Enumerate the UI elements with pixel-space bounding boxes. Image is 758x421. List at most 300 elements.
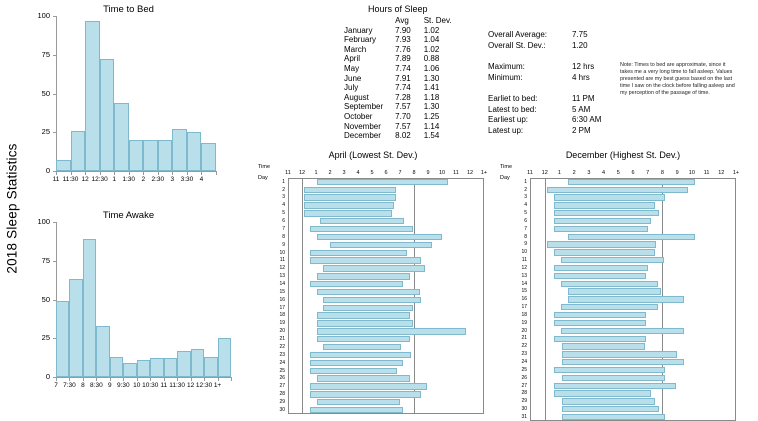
sleep-bar <box>317 320 414 326</box>
day-label: 29 <box>279 399 285 405</box>
day-label: 25 <box>521 366 527 373</box>
y-tick-label: 75 <box>41 49 50 59</box>
histogram-bar <box>123 363 136 377</box>
histogram-bar <box>143 140 158 171</box>
sleep-bar <box>323 344 401 350</box>
sleep-bar <box>317 179 449 185</box>
day-label: 24 <box>279 359 285 366</box>
sleep-bar <box>310 226 412 232</box>
x-tick-mark <box>56 172 57 175</box>
x-tick-label: 2 <box>328 170 332 176</box>
sleep-bar <box>547 241 656 247</box>
chart-title: Time to Bed <box>103 4 154 15</box>
x-tick-label: 8 <box>81 382 85 389</box>
day-axis-label: Day <box>258 175 268 181</box>
histogram-bar <box>129 140 144 171</box>
table-cell: 1.25 <box>423 111 440 121</box>
day-label: 5 <box>282 210 285 217</box>
x-tick-label: 5 <box>370 170 374 176</box>
x-tick-label: 1 <box>112 176 116 183</box>
sleep-bar <box>561 281 658 287</box>
x-tick-label: 11 <box>52 176 60 183</box>
x-tick-label: 6 <box>384 170 388 176</box>
histogram-bar <box>191 349 204 377</box>
table-cell: 8.02 <box>395 131 411 141</box>
y-tick-label: 25 <box>41 333 50 343</box>
sleep-bar <box>317 399 400 405</box>
day-label: 17 <box>279 304 285 311</box>
histogram-bar <box>69 279 82 377</box>
x-tick-label: 12 <box>298 170 306 176</box>
table-column-header: Avg <box>395 16 409 25</box>
x-tick-mark <box>172 172 173 175</box>
day-label: 3 <box>282 194 285 201</box>
x-tick-label: 6 <box>631 170 635 176</box>
table-row <box>344 112 465 122</box>
sleep-bar <box>310 368 397 374</box>
chart-title: December (Highest St. Dev.) <box>565 150 681 160</box>
day-label: 28 <box>279 391 285 398</box>
table-row <box>344 45 465 55</box>
sleep-bar <box>304 187 396 193</box>
sleep-bar <box>554 336 647 342</box>
grid-line <box>545 178 546 421</box>
day-label: 2 <box>524 186 527 193</box>
table-cell: 1.14 <box>423 121 440 131</box>
sleep-bar <box>554 226 648 232</box>
latest-bed-label: Latest to bed: <box>488 104 537 114</box>
day-label: 21 <box>279 336 285 343</box>
x-tick-label: 1 <box>314 170 318 176</box>
table-row <box>344 131 465 141</box>
sleep-bar <box>562 406 659 412</box>
sleep-bar <box>568 296 684 302</box>
x-tick-label: 10 <box>688 170 695 176</box>
x-tick-label: 12:30 <box>195 382 213 389</box>
day-label: 8 <box>524 233 527 240</box>
x-tick-label: 5 <box>616 170 620 176</box>
day-label: 16 <box>279 296 285 303</box>
table-cell: 7.91 <box>395 73 411 83</box>
x-tick-mark <box>164 378 165 381</box>
y-tick-label: 50 <box>41 88 50 98</box>
table-cell: 7.57 <box>395 102 411 112</box>
hours-of-sleep-title: Hours of Sleep <box>368 4 428 14</box>
table-cell: 1.02 <box>423 44 440 54</box>
overall-stdev-value: 1.20 <box>572 40 588 50</box>
histogram-bar <box>172 129 187 171</box>
y-tick-mark <box>53 261 56 262</box>
x-tick-label: 9:30 <box>116 382 130 389</box>
sleep-bar <box>562 398 655 404</box>
x-tick-label: 1+ <box>732 170 740 176</box>
day-label: 31 <box>521 413 527 420</box>
y-tick-label: 100 <box>37 217 50 226</box>
day-label: 14 <box>521 280 527 287</box>
x-tick-label: 8 <box>412 170 416 176</box>
day-label: 27 <box>279 383 285 390</box>
x-tick-mark <box>218 378 219 381</box>
x-tick-mark <box>85 172 86 175</box>
table-row <box>344 74 465 84</box>
table-cell: 1.41 <box>423 83 440 93</box>
x-tick-mark <box>69 378 70 381</box>
sleep-bar <box>554 367 666 373</box>
x-tick-mark <box>100 172 101 175</box>
histogram-bar <box>150 358 163 377</box>
day-label: 13 <box>521 272 527 279</box>
x-tick-mark <box>56 378 57 381</box>
table-cell: 7.93 <box>395 35 411 45</box>
maximum-value: 12 hrs <box>572 62 595 71</box>
sleep-bar <box>562 375 665 381</box>
histogram-bar <box>218 338 231 377</box>
histogram-bar <box>158 140 173 171</box>
x-tick-mark <box>129 172 130 175</box>
histogram-bar <box>56 160 71 171</box>
sleep-bar <box>554 210 660 216</box>
x-tick-label: 1+ <box>213 382 222 389</box>
day-label: 8 <box>282 233 285 240</box>
day-label: 13 <box>279 273 285 280</box>
sleep-bar <box>554 249 656 255</box>
sleep-bar <box>310 391 421 397</box>
sleep-bar <box>330 242 432 248</box>
sleep-bar <box>317 336 411 342</box>
earliest-bed-label: Earliet to bed: <box>488 94 538 103</box>
x-tick-label: 1+ <box>480 170 488 176</box>
latest-up-label: Latest up: <box>488 125 524 135</box>
table-cell: April <box>344 54 361 64</box>
day-label: 22 <box>521 343 527 350</box>
table-cell: March <box>344 44 367 54</box>
y-tick-label: 50 <box>41 294 50 304</box>
x-tick-label: 3:30 <box>180 176 194 183</box>
histogram-bar <box>187 132 202 171</box>
minmax-stats <box>488 62 594 83</box>
table-column-header <box>344 16 395 26</box>
minimum-value: 4 hrs <box>572 72 590 82</box>
table-row <box>344 122 465 132</box>
table-cell: 1.54 <box>423 131 440 141</box>
table-cell: 7.89 <box>395 54 411 64</box>
sleep-bar <box>317 328 467 334</box>
x-tick-label: 2 <box>141 176 146 183</box>
y-tick-label: 0 <box>45 166 50 175</box>
x-tick-label: 9 <box>426 170 430 176</box>
sleep-bar <box>554 202 656 208</box>
table-row <box>344 102 465 112</box>
table-column-header: St. Dev. <box>423 16 452 25</box>
histogram-bar <box>85 21 100 171</box>
x-tick-label: 11 <box>703 170 710 176</box>
x-tick-label: 2:30 <box>151 176 165 183</box>
x-tick-mark <box>137 378 138 381</box>
chart-december-gantt <box>500 150 746 420</box>
histogram-bar <box>164 358 177 377</box>
day-label: 20 <box>521 327 527 334</box>
sleep-bar <box>568 288 661 294</box>
histogram-bar <box>114 103 129 171</box>
y-axis <box>56 16 57 171</box>
x-tick-label: 9 <box>108 382 112 389</box>
day-label: 11 <box>279 257 285 264</box>
table-cell: 1.06 <box>423 63 440 73</box>
day-label: 14 <box>279 281 285 287</box>
day-label: 15 <box>279 288 285 295</box>
x-tick-mark <box>216 172 217 175</box>
grid-line <box>302 178 303 414</box>
sleep-bar <box>554 320 647 326</box>
y-tick-mark <box>53 132 56 133</box>
x-tick-mark <box>83 378 84 381</box>
x-tick-label: 12 <box>466 170 474 176</box>
day-label: 30 <box>279 406 285 413</box>
histogram-bar <box>110 357 123 377</box>
day-label: 6 <box>524 217 527 224</box>
day-label: 29 <box>521 398 527 405</box>
table-cell: 7.57 <box>395 121 411 131</box>
day-label: 16 <box>521 296 527 303</box>
overall-stats <box>488 30 588 51</box>
x-tick-label: 10 <box>133 382 141 389</box>
sleep-bar <box>317 234 442 240</box>
histogram-bar <box>96 326 109 377</box>
day-label: 1 <box>524 178 527 185</box>
x-tick-label: 7 <box>54 382 58 389</box>
x-tick-label: 10:30 <box>142 382 159 389</box>
table-cell: 7.74 <box>395 63 411 73</box>
x-tick-mark <box>158 172 159 175</box>
x-tick-label: 9 <box>675 170 679 176</box>
x-tick-mark <box>204 378 205 381</box>
y-tick-mark <box>53 94 56 95</box>
overall-average-value: 7.75 <box>572 30 588 39</box>
table-cell: 1.18 <box>423 92 440 102</box>
table-cell: July <box>344 83 359 93</box>
sleep-bar <box>562 359 684 365</box>
sleep-bar <box>317 375 409 381</box>
day-label: 6 <box>282 218 285 225</box>
x-tick-label: 4 <box>199 176 204 183</box>
sleep-bar <box>320 218 404 224</box>
sleep-bar <box>310 352 411 358</box>
day-label: 15 <box>521 288 527 295</box>
x-tick-mark <box>191 378 192 381</box>
x-tick-label: 7 <box>646 170 650 176</box>
table-cell: October <box>344 111 373 121</box>
sleep-bar <box>562 414 665 420</box>
table-row <box>344 26 465 36</box>
day-label: 23 <box>279 351 285 358</box>
table-cell: 7.90 <box>395 25 411 35</box>
day-label: 18 <box>521 311 527 318</box>
time-axis-label: Time <box>500 164 513 170</box>
table-cell: May <box>344 63 360 73</box>
x-tick-label: 3 <box>170 176 175 183</box>
time-axis-label: Time <box>258 164 271 170</box>
table-row <box>344 93 465 103</box>
earliest-up-value: 6:30 AM <box>572 115 602 124</box>
x-tick-label: 3 <box>342 170 346 176</box>
bedtime-stats <box>488 94 601 136</box>
sleep-bar <box>561 328 685 334</box>
chart-title: Time Awake <box>102 210 155 221</box>
day-label: 10 <box>521 249 527 256</box>
day-label: 12 <box>279 265 285 272</box>
sleep-bar <box>554 218 651 224</box>
sleep-bar <box>554 390 651 396</box>
y-tick-label: 75 <box>41 255 50 265</box>
day-label: 9 <box>524 241 527 248</box>
table-cell: 1.30 <box>423 73 440 83</box>
footnote: Note: Times to bed are approximate, since it takes me a very long time to fall asleep. Values presented are my best guess based on the last time I saw on the clock before falling asleep and my perception of the passage of time. <box>620 62 735 96</box>
x-tick-label: 8 <box>660 170 664 176</box>
x-tick-label: 12 <box>81 176 89 183</box>
x-tick-label: 10 <box>438 170 446 176</box>
x-tick-label: 8:30 <box>90 382 103 389</box>
day-label: 18 <box>279 312 285 319</box>
table-cell: 1.30 <box>423 102 440 112</box>
x-tick-mark <box>143 172 144 175</box>
table-cell: September <box>344 102 384 112</box>
x-tick-label: 11 <box>285 170 291 176</box>
day-label: 12 <box>521 264 527 271</box>
day-label: 3 <box>524 194 527 201</box>
overall-average-label: Overall Average: <box>488 30 547 39</box>
sleep-bar <box>304 202 394 208</box>
sleep-bar <box>561 304 658 310</box>
earliest-bed-value: 11 PM <box>572 94 595 103</box>
page-title <box>0 0 26 417</box>
page-title-text: 2018 Sleep Statistics <box>4 143 20 274</box>
x-tick-mark <box>96 378 97 381</box>
table-cell: 7.28 <box>395 92 411 102</box>
day-label: 26 <box>279 375 285 382</box>
x-tick-label: 11 <box>453 170 459 176</box>
sleep-bar <box>310 383 426 389</box>
day-label: 9 <box>282 241 285 248</box>
sleep-bar <box>554 265 648 271</box>
sleep-bar <box>317 312 409 318</box>
sleep-bar <box>568 234 695 240</box>
sleep-bar <box>323 265 425 271</box>
latest-up-value: 2 PM <box>572 125 591 135</box>
x-tick-mark <box>110 378 111 381</box>
x-tick-mark <box>201 172 202 175</box>
table-row <box>344 64 465 74</box>
x-axis <box>56 171 217 172</box>
day-label: 22 <box>279 343 285 350</box>
day-label: 30 <box>521 406 527 413</box>
sleep-bar <box>310 281 402 287</box>
day-axis-label: Day <box>500 175 510 181</box>
day-label: 20 <box>279 328 285 335</box>
chart-time-to-bed <box>26 6 231 201</box>
x-tick-label: 12:30 <box>91 176 108 183</box>
sleep-bar <box>562 343 644 349</box>
day-label: 28 <box>521 390 527 397</box>
x-tick-mark <box>114 172 115 175</box>
x-tick-label: 7:30 <box>63 382 76 389</box>
table-cell: 7.70 <box>395 111 411 121</box>
sleep-bar <box>554 194 666 200</box>
day-label: 4 <box>282 202 285 209</box>
x-tick-label: 2 <box>572 170 576 176</box>
sleep-bar <box>562 351 677 357</box>
hours-of-sleep-table <box>344 16 465 141</box>
day-label: 23 <box>521 351 527 358</box>
y-tick-mark <box>53 16 56 17</box>
chart-time-awake <box>26 212 231 407</box>
histogram-bar <box>56 301 69 377</box>
day-label: 27 <box>521 382 527 389</box>
day-label: 24 <box>521 359 527 365</box>
sleep-bar <box>310 250 407 256</box>
day-label: 5 <box>524 210 527 217</box>
sleep-bar <box>304 194 396 200</box>
table-cell: 0.88 <box>423 54 440 64</box>
x-tick-label: 11 <box>160 382 168 389</box>
sleep-bar <box>561 257 664 263</box>
table-row <box>344 54 465 64</box>
sleep-bar <box>554 312 647 318</box>
latest-bed-value: 5 AM <box>572 104 591 114</box>
x-tick-label: 12 <box>718 170 725 176</box>
x-tick-label: 11:30 <box>62 176 79 183</box>
y-tick-mark <box>53 55 56 56</box>
x-tick-label: 4 <box>602 170 606 176</box>
table-cell: 1.02 <box>423 25 440 35</box>
sleep-bar <box>304 210 392 216</box>
day-label: 21 <box>521 335 527 342</box>
histogram-bar <box>71 131 86 171</box>
x-tick-label: 1:30 <box>122 176 136 183</box>
day-label: 4 <box>524 202 527 209</box>
histogram-bar <box>201 143 216 171</box>
x-tick-label: 3 <box>587 170 591 176</box>
table-cell: August <box>344 92 369 102</box>
x-tick-mark <box>123 378 124 381</box>
x-tick-mark <box>150 378 151 381</box>
sleep-bar <box>310 407 402 413</box>
table-cell: February <box>344 35 377 45</box>
x-tick-label: 11 <box>527 170 533 176</box>
day-label: 19 <box>279 320 285 327</box>
table-cell: December <box>344 131 381 141</box>
x-tick-label: 11:30 <box>169 382 186 389</box>
y-tick-label: 100 <box>37 11 50 20</box>
earliest-up-label: Earliest up: <box>488 115 529 124</box>
histogram-bar <box>177 351 190 377</box>
x-tick-mark <box>71 172 72 175</box>
histogram-bar <box>204 357 217 377</box>
day-label: 17 <box>521 304 527 311</box>
sleep-bar <box>317 289 419 295</box>
x-tick-label: 1 <box>557 170 561 176</box>
day-label: 26 <box>521 374 527 381</box>
x-tick-label: 12 <box>541 170 548 176</box>
x-tick-mark <box>187 172 188 175</box>
x-tick-mark <box>177 378 178 381</box>
table-cell: 7.74 <box>395 83 411 93</box>
table-cell: January <box>344 25 373 35</box>
sleep-bar <box>568 179 695 185</box>
table-cell: November <box>344 121 381 131</box>
sleep-bar <box>317 273 409 279</box>
table-cell: 1.04 <box>423 35 440 45</box>
table-cell: June <box>344 73 362 83</box>
